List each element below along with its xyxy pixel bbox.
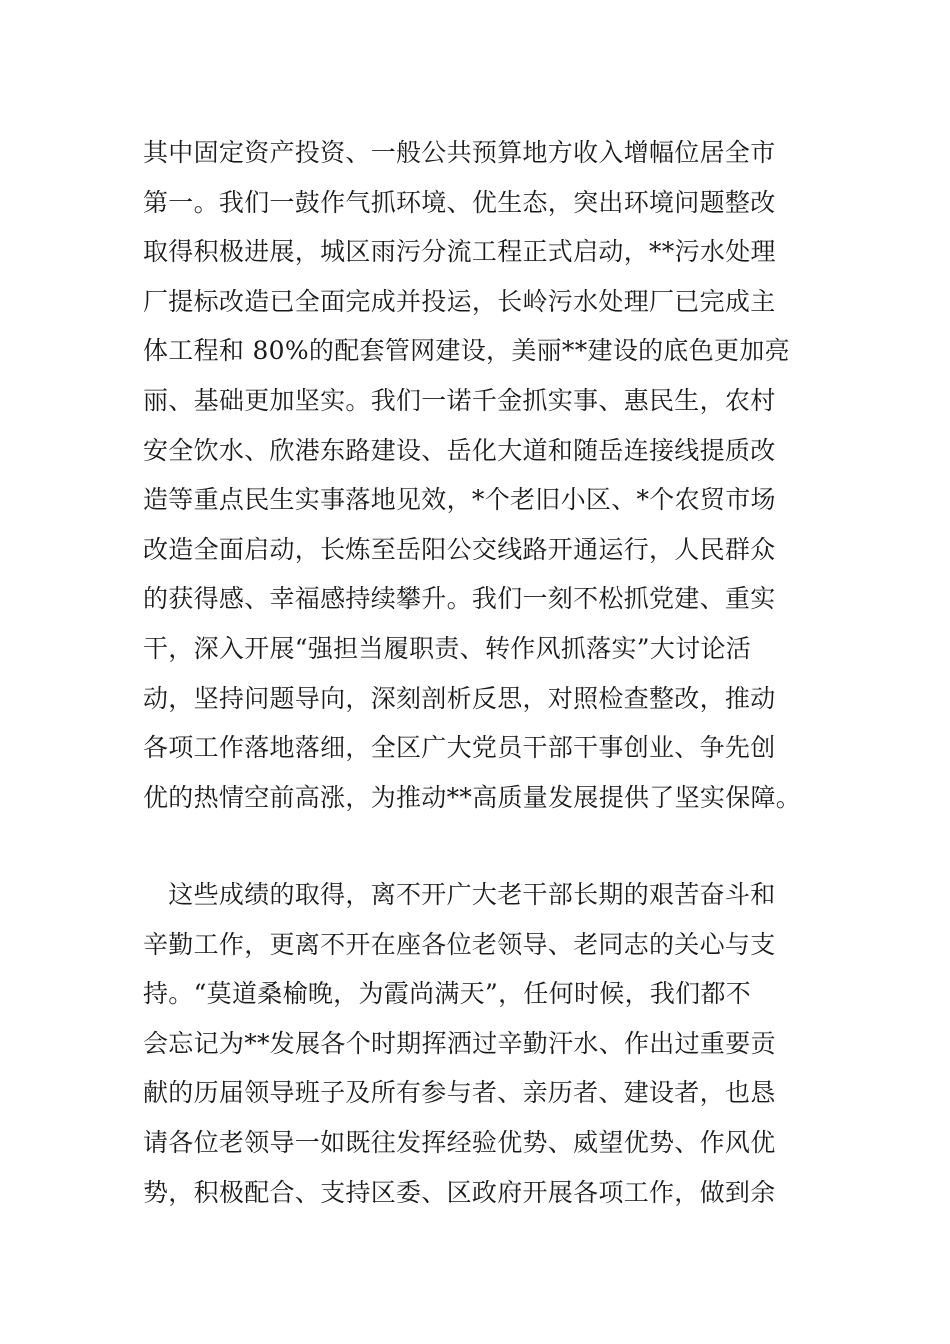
paragraph-1 [143,128,833,822]
text-line: 取得积极进展，城区雨污分流工程正式启动，**污水处理 [143,237,776,267]
text-line: 干，深入开展“强担当履职责、转作风抓落实”大讨论活 [143,633,752,663]
text-line: 辛勤工作，更离不开在座各位老领导、老同志的关心与支 [143,929,776,959]
text-line: 会忘记为**发展各个时期挥洒过辛勤汗水、作出过重要贡 [143,1028,776,1058]
paragraph-2 [143,870,833,1217]
text-line: 其中固定资产投资、一般公共预算地方收入增幅位居全市 [143,138,776,167]
text-line: 厂提标改造已全面完成并投运，长岭污水处理厂已完成主 [143,286,776,316]
text-line: 的获得感、幸福感持续攀升。我们一刻不松抓党建、重实 [143,584,776,614]
text-line: 安全饮水、欣港东路建设、岳化大道和随岳连接线提质改 [143,435,776,465]
text-line: 这些成绩的取得，离不开广大老干部长期的艰苦奋斗和 [143,880,776,909]
text-line: 势，积极配合、支持区委、区政府开展各项工作，做到余 [143,1177,776,1207]
text-line: 动，坚持问题导向，深刻剖析反思，对照检查整改，推动 [143,683,776,713]
text-line: 各项工作落地落细，全区广大党员干部干事创业、争先创 [143,733,776,763]
text-line: 献的历届领导班子及所有参与者、亲历者、建设者，也恳 [143,1078,776,1108]
text-line: 优的热情空前高涨，为推动**高质量发展提供了坚实保障。 [143,782,802,812]
text-line: 持。“莫道桑榆晚，为霞尚满天”，任何时候，我们都不 [143,979,752,1009]
text-line: 丽、基础更加坚实。我们一诺千金抓实事、惠民生，农村 [143,385,776,415]
text-line: 请各位老领导一如既往发挥经验优势、威望优势、作风优 [143,1127,776,1157]
text-line: 体工程和 80%的配套管网建设，美丽**建设的底色更加亮 [143,336,790,366]
text-line: 造等重点民生实事落地见效，*个老旧小区、*个农贸市场 [143,485,776,515]
text-line: 改造全面启动，长炼至岳阳公交线路开通运行，人民群众 [143,534,776,564]
text-line: 第一。我们一鼓作气抓环境、优生态，突出环境问题整改 [143,187,776,217]
